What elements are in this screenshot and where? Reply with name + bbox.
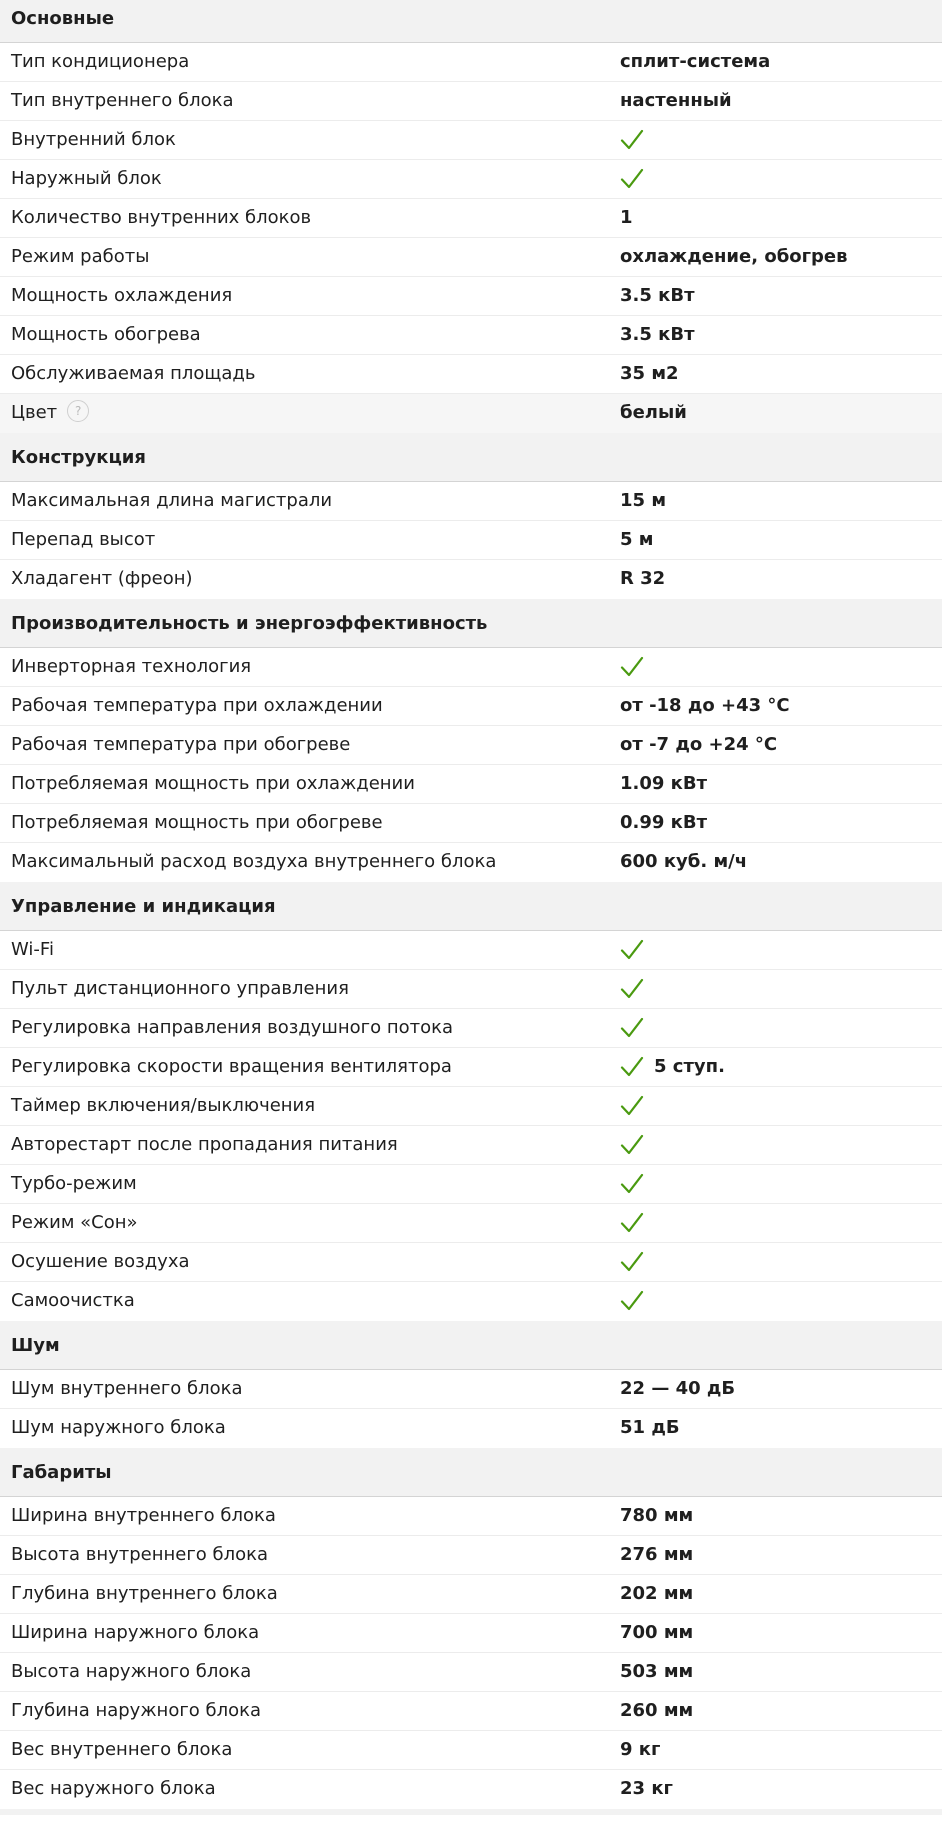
spec-name	[11, 1409, 226, 1447]
spec-name-text: Ширина внутреннего блока	[11, 1505, 276, 1526]
spec-name-text: Турбо-режим	[11, 1173, 137, 1194]
spec-value	[620, 970, 644, 1008]
spec-name	[11, 1009, 453, 1047]
spec-value-text: 780 мм	[620, 1505, 694, 1526]
checkmark-icon	[620, 1172, 644, 1196]
spec-name	[11, 277, 232, 315]
spec-value	[620, 82, 732, 120]
spec-name-text: Высота наружного блока	[11, 1661, 252, 1682]
spec-value-text: 51 дБ	[620, 1417, 680, 1438]
spec-value	[620, 43, 770, 81]
spec-name-text: Инверторная технология	[11, 656, 252, 677]
checkmark-icon	[620, 1055, 644, 1079]
spec-section	[0, 0, 942, 439]
spec-name-text: Максимальный расход воздуха внутреннего блока	[11, 851, 497, 872]
spec-row	[0, 160, 942, 199]
spec-row	[0, 82, 942, 121]
spec-name-text: Наружный блок	[11, 168, 162, 189]
spec-value-text: 5 м	[620, 529, 654, 550]
spec-row	[0, 1126, 942, 1165]
spec-section	[0, 888, 942, 1327]
spec-name	[11, 316, 201, 354]
spec-name-text: Режим «Сон»	[11, 1212, 138, 1233]
spec-value-text: 23 кг	[620, 1778, 673, 1799]
spec-value-text: от -18 до +43 °C	[620, 695, 790, 716]
spec-name	[11, 521, 155, 559]
spec-value	[620, 1575, 693, 1613]
spec-name-text: Потребляемая мощность при охлаждении	[11, 773, 415, 794]
spec-value	[620, 1009, 644, 1047]
checkmark-icon	[620, 1211, 644, 1235]
spec-row	[0, 726, 942, 765]
spec-value-text: 22 — 40 дБ	[620, 1378, 736, 1399]
spec-row	[0, 1204, 942, 1243]
spec-row	[0, 1370, 942, 1409]
spec-name	[11, 160, 162, 198]
spec-name-text: Шум наружного блока	[11, 1417, 226, 1438]
spec-value-text: 503 мм	[620, 1661, 694, 1682]
spec-value	[620, 765, 707, 803]
spec-row	[0, 277, 942, 316]
spec-value	[620, 648, 644, 686]
spec-name-text: Цвет	[11, 402, 58, 423]
spec-row	[0, 1536, 942, 1575]
spec-value-text: 15 м	[620, 490, 667, 511]
spec-value-text: 202 мм	[620, 1583, 694, 1604]
spec-value	[620, 199, 633, 237]
checkmark-icon	[620, 1133, 644, 1157]
spec-section	[0, 1454, 942, 1815]
spec-value	[620, 1048, 725, 1086]
spec-row	[0, 970, 942, 1009]
spec-name	[11, 1243, 190, 1281]
spec-name-text: Осушение воздуха	[11, 1251, 190, 1272]
spec-value	[620, 277, 695, 315]
spec-name	[11, 1770, 216, 1808]
spec-row	[0, 1282, 942, 1321]
spec-row	[0, 648, 942, 687]
spec-row	[0, 1770, 942, 1809]
spec-value-text: 600 куб. м/ч	[620, 851, 748, 872]
spec-value	[620, 1370, 735, 1408]
spec-name-text: Максимальная длина магистрали	[11, 490, 333, 511]
spec-value	[620, 1692, 693, 1730]
spec-value-text: 3.5 кВт	[620, 285, 695, 306]
spec-value	[620, 1087, 644, 1125]
spec-value	[620, 521, 654, 559]
spec-value-text: R 32	[620, 568, 666, 589]
spec-value	[620, 726, 777, 764]
spec-name	[11, 1692, 261, 1730]
spec-name-text: Глубина наружного блока	[11, 1700, 262, 1721]
spec-value	[620, 355, 679, 393]
spec-name	[11, 82, 234, 120]
spec-row	[0, 804, 942, 843]
spec-value-text: 1	[620, 207, 633, 228]
spec-row	[0, 1614, 942, 1653]
spec-name	[11, 1048, 452, 1086]
spec-value	[620, 687, 790, 725]
spec-name-text: Пульт дистанционного управления	[11, 978, 349, 999]
section-title: Шум	[0, 1327, 942, 1370]
spec-name	[11, 931, 54, 969]
spec-name	[11, 482, 332, 520]
spec-value-text: 700 мм	[620, 1622, 694, 1643]
spec-value-text: от -7 до +24 °C	[620, 734, 778, 755]
spec-name	[11, 1087, 315, 1125]
spec-name	[11, 43, 189, 81]
spec-row	[0, 316, 942, 355]
spec-value-text: настенный	[620, 90, 732, 111]
spec-name-text: Глубина внутреннего блока	[11, 1583, 278, 1604]
spec-value	[620, 316, 695, 354]
spec-value	[620, 1536, 693, 1574]
spec-name	[11, 199, 311, 237]
spec-name-text: Мощность охлаждения	[11, 285, 233, 306]
spec-name	[11, 1536, 268, 1574]
spec-row	[0, 121, 942, 160]
spec-name-text: Обслуживаемая площадь	[11, 363, 256, 384]
spec-section	[0, 439, 942, 605]
spec-value	[620, 1165, 644, 1203]
spec-name-text: Высота внутреннего блока	[11, 1544, 269, 1565]
spec-name-text: Вес внутреннего блока	[11, 1739, 233, 1760]
spec-value-text: 9 кг	[620, 1739, 661, 1760]
spec-name-text: Авторестарт после пропадания питания	[11, 1134, 398, 1155]
spec-row	[0, 1653, 942, 1692]
spec-name-text: Шум внутреннего блока	[11, 1378, 243, 1399]
spec-value	[620, 560, 665, 598]
spec-row	[0, 1692, 942, 1731]
spec-value	[620, 804, 707, 842]
spec-row	[0, 931, 942, 970]
spec-value-text: 0.99 кВт	[620, 812, 708, 833]
spec-name	[11, 394, 89, 432]
spec-row	[0, 521, 942, 560]
spec-value-text: сплит-система	[620, 51, 771, 72]
spec-value-text: 260 мм	[620, 1700, 694, 1721]
section-title: Управление и индикация	[0, 888, 942, 931]
spec-name	[11, 843, 496, 881]
spec-name-text: Тип кондиционера	[11, 51, 190, 72]
spec-value	[620, 1409, 680, 1447]
spec-name	[11, 1204, 138, 1242]
spec-name-text: Рабочая температура при охлаждении	[11, 695, 383, 716]
checkmark-icon	[620, 938, 644, 962]
spec-name	[11, 726, 350, 764]
spec-value-text: 3.5 кВт	[620, 324, 695, 345]
checkmark-icon	[620, 128, 644, 152]
spec-row	[0, 1048, 942, 1087]
spec-row	[0, 43, 942, 82]
spec-value	[620, 1614, 693, 1652]
spec-name	[11, 1731, 232, 1769]
spec-value	[620, 1653, 693, 1691]
spec-row	[0, 1243, 942, 1282]
spec-name-text: Таймер включения/выключения	[11, 1095, 316, 1116]
spec-name	[11, 687, 383, 725]
spec-value	[620, 1282, 644, 1320]
spec-value-text: 1.09 кВт	[620, 773, 708, 794]
spec-row	[0, 1087, 942, 1126]
spec-value	[620, 1497, 693, 1535]
section-title: Конструкция	[0, 439, 942, 482]
spec-row	[0, 238, 942, 277]
spec-value	[620, 1731, 660, 1769]
spec-name-text: Самоочистка	[11, 1290, 135, 1311]
spec-name	[11, 1497, 276, 1535]
spec-value	[620, 1204, 644, 1242]
spec-name-text: Регулировка направления воздушного потока	[11, 1017, 454, 1038]
spec-name-text: Тип внутреннего блока	[11, 90, 234, 111]
spec-name	[11, 355, 255, 393]
spec-name-text: Внутренний блок	[11, 129, 176, 150]
spec-value	[620, 1126, 644, 1164]
spec-value-text: 276 мм	[620, 1544, 694, 1565]
spec-name-text: Регулировка скорости вращения вентилятора	[11, 1056, 452, 1077]
spec-name-text: Перепад высот	[11, 529, 156, 550]
spec-name	[11, 1575, 278, 1613]
spec-row	[0, 1409, 942, 1448]
spec-section	[0, 1327, 942, 1454]
spec-name	[11, 1126, 398, 1164]
checkmark-icon	[620, 1094, 644, 1118]
section-title: Основные	[0, 0, 942, 43]
spec-value	[620, 931, 644, 969]
spec-name-text: Хладагент (фреон)	[11, 568, 193, 589]
spec-value	[620, 1243, 644, 1281]
spec-row	[0, 560, 942, 599]
checkmark-icon	[620, 1289, 644, 1313]
spec-name	[11, 1653, 251, 1691]
spec-name	[11, 121, 176, 159]
section-title: Производительность и энергоэффективность	[0, 605, 942, 648]
spec-value	[620, 238, 848, 276]
spec-value	[620, 394, 687, 432]
checkmark-icon	[620, 977, 644, 1001]
spec-name-text: Мощность обогрева	[11, 324, 201, 345]
spec-value-text: белый	[620, 402, 687, 423]
spec-row	[0, 199, 942, 238]
spec-row	[0, 482, 942, 521]
spec-name	[11, 1614, 259, 1652]
spec-value	[620, 121, 644, 159]
spec-row	[0, 1575, 942, 1614]
spec-row	[0, 355, 942, 394]
help-icon[interactable]: ?	[67, 400, 89, 422]
spec-value	[620, 843, 747, 881]
spec-value	[620, 482, 666, 520]
spec-section	[0, 605, 942, 888]
section-title: Габариты	[0, 1454, 942, 1497]
spec-name	[11, 1282, 135, 1320]
spec-name	[11, 648, 251, 686]
spec-name	[11, 238, 149, 276]
spec-name	[11, 1165, 137, 1203]
section-divider	[0, 1809, 942, 1815]
spec-row	[0, 687, 942, 726]
checkmark-icon	[620, 1250, 644, 1274]
spec-value	[620, 1770, 673, 1808]
spec-value	[620, 160, 644, 198]
spec-name-text: Количество внутренних блоков	[11, 207, 312, 228]
spec-row	[0, 394, 942, 433]
spec-name	[11, 970, 349, 1008]
spec-name-text: Вес наружного блока	[11, 1778, 216, 1799]
spec-row	[0, 1731, 942, 1770]
spec-row	[0, 1165, 942, 1204]
spec-name-text: Режим работы	[11, 246, 150, 267]
spec-name	[11, 765, 415, 803]
spec-name-text: Wi-Fi	[11, 939, 54, 960]
spec-name-text: Потребляемая мощность при обогреве	[11, 812, 383, 833]
spec-extra-value: 5 ступ.	[654, 1056, 725, 1077]
spec-name	[11, 560, 193, 598]
spec-name	[11, 1370, 243, 1408]
spec-row	[0, 843, 942, 882]
spec-name	[11, 804, 383, 842]
checkmark-icon	[620, 655, 644, 679]
checkmark-icon	[620, 167, 644, 191]
spec-row	[0, 1497, 942, 1536]
spec-name-text: Ширина наружного блока	[11, 1622, 260, 1643]
spec-value-text: 35 м2	[620, 363, 679, 384]
checkmark-icon	[620, 1016, 644, 1040]
spec-row	[0, 765, 942, 804]
spec-row	[0, 1009, 942, 1048]
spec-name-text: Рабочая температура при обогреве	[11, 734, 351, 755]
spec-value-text: охлаждение, обогрев	[620, 246, 848, 267]
